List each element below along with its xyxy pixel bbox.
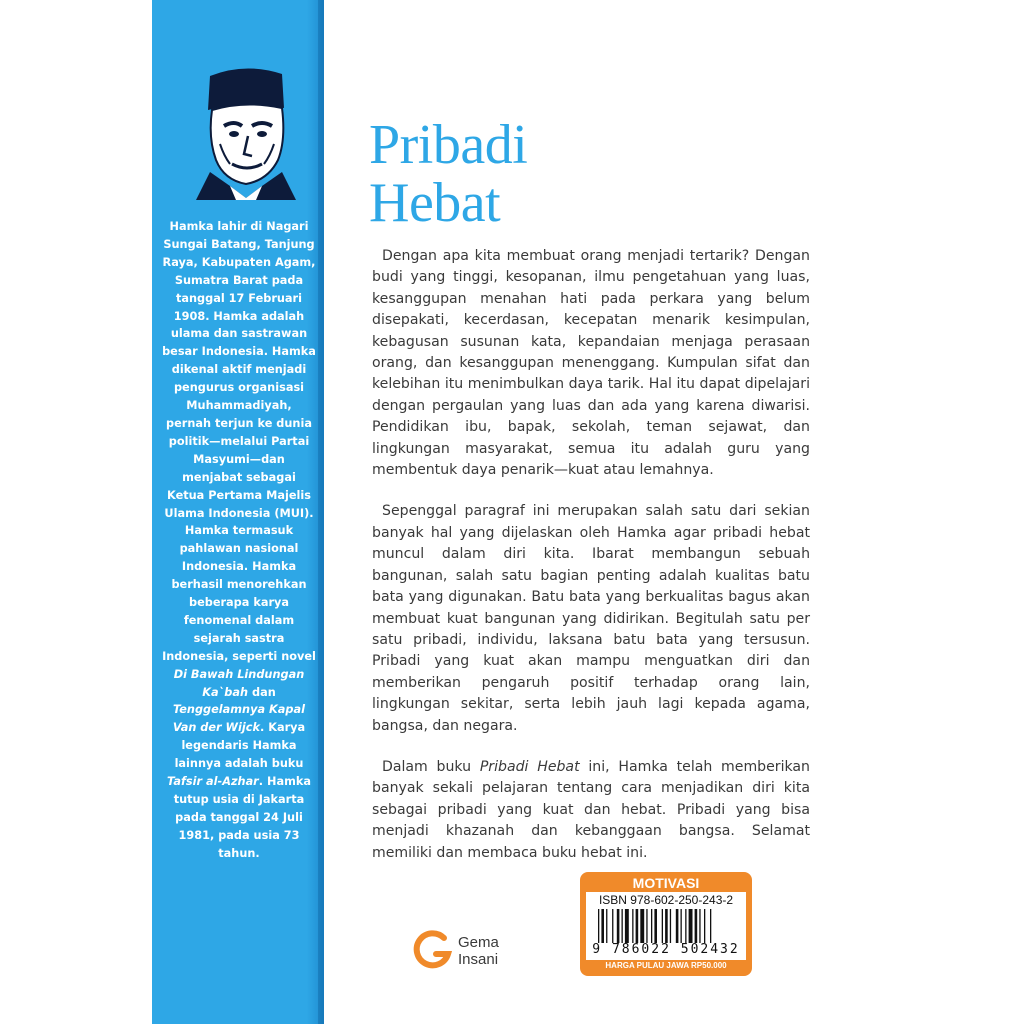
barcode-bar — [636, 909, 639, 943]
barcode-bar — [676, 909, 679, 943]
book-title — [369, 116, 527, 232]
publisher-name-line-2: Insani — [458, 951, 499, 968]
barcode-panel — [586, 892, 746, 960]
barcode-bar — [710, 909, 711, 943]
blurb-paragraph-2: Sepenggal paragraf ini merupakan salah satu dari sekian banyak hal yang dijelaskan oleh Hamka agar pribadi hebat muncul dalam diri kita. Ibarat membangun sebuah bangunan, salah satu bagian penting adalah kualitas batu bata yang digunakan. Batu bata yang berkualitas bagus akan membuat kuat bangunan yang didirikan. Begitulah satu per satu pribadi, individu, laksana batu bata yang tersusun. Pribadi yang kuat akan mampu menguatkan diri dan memberikan pengaruh positif terhadap orang lain, lingkungan sekitar, serta lebih jauh lagi kepada agama, bangsa, dan negara. — [372, 503, 810, 734]
barcode-bar — [625, 909, 629, 943]
blurb-paragraph-3-end: ini, Hamka telah memberikan banyak sekali pelajaran tentang cara menjadikan diri kita sebagai pribadi yang kuat dan hebat. Pribadi yang bisa menjadi khazanah dan kebanggaan bangsa. Selamat memiliki dan membaca buku hebat ini. — [372, 758, 810, 861]
barcode-bar — [685, 909, 686, 943]
publisher-logo — [410, 928, 520, 972]
barcode-bar — [681, 909, 682, 943]
barcode-bar — [598, 909, 599, 943]
blurb-book-title-italic: Pribadi Hebat — [479, 758, 580, 775]
blurb-paragraph-3 — [372, 757, 810, 864]
barcode-bar — [622, 909, 623, 943]
barcode-bar — [632, 909, 633, 943]
author-portrait-illustration — [190, 60, 300, 200]
bio-text: dan — [248, 685, 276, 699]
barcode-bar — [640, 909, 644, 943]
barcode-bar — [695, 909, 698, 943]
barcode-bar — [606, 909, 607, 943]
bio-book-title: Di Bawah Lindungan Ka`bah — [173, 667, 305, 699]
isbn-text: ISBN 978-602-250-243-2 — [598, 893, 734, 907]
blurb-paragraph-1: Dengan apa kita membuat orang menjadi tertarik? Dengan budi yang tinggi, kesopanan, ilmu pengetahuan yang luas, kesanggupan menahan hati pada perkara yang belum disepakati, kecerdasan, kecepatan menarik kesimpulan, kebagusan susunan kata, kepandaian menjaga perasaan orang, dan kesanggupan menenggang. Kumpulan sifat dan kelebihan itu menimbulkan daya tarik. Hal itu dapat dipelajari dengan pergaulan yang luas dan ada yang karena diwarisi. Pendidikan ibu, bapak, sekolah, teman sejawat, dan lingkungan masyarakat, semua itu adalah guru yang membentuk daya penarik—kuat atau lemahnya. — [372, 248, 810, 479]
price-label: HARGA PULAU JAWA RP50.000 — [605, 961, 727, 970]
book-title-line-2: Hebat — [369, 172, 501, 234]
barcode-bar — [612, 909, 613, 943]
barcode-bar — [601, 909, 604, 943]
author-biography — [162, 218, 316, 863]
barcode-bar — [654, 909, 657, 943]
barcode-bar — [651, 909, 652, 943]
bio-text: Hamka lahir di Nagari Sungai Batang, Tanjung Raya, Kabupaten Agam, Sumatra Barat pada tanggal 17 Februari 1908. Hamka adalah ulama dan sastrawan besar Indonesia. Hamka dikenal aktif menjadi pengurus organisasi Muhammadiyah, pernah terjun ke dunia politik—melalui Partai Masyumi—dan menjabat sebagai Ketua Pertama Majelis Ulama Indonesia (MUI). Hamka termasuk pahlawan nasional Indonesia. Hamka berhasil menorehkan beberapa karya fenomenal dalam sejarah sastra Indonesia, seperti novel — [162, 220, 316, 663]
barcode-label — [580, 872, 752, 976]
bio-book-title: Tafsir al-Azhar — [167, 775, 259, 789]
barcode-bar — [646, 909, 647, 943]
barcode-bar — [665, 909, 668, 943]
bio-book-title: Tenggelamnya Kapal Van der Wijck — [172, 703, 305, 735]
barcode-bar — [670, 909, 671, 943]
barcode-bar — [689, 909, 693, 943]
barcode-bar — [662, 909, 663, 943]
bio-text: . Karya legendaris Hamka lainnya adalah buku — [174, 721, 306, 771]
blurb-text — [372, 246, 810, 884]
barcode-bar — [617, 909, 620, 943]
barcode-bars — [598, 909, 738, 943]
category-label: MOTIVASI — [632, 875, 700, 891]
book-title-line-1: Pribadi — [369, 114, 528, 176]
blurb-paragraph-3-start: Dalam buku — [382, 758, 480, 775]
publisher-g-icon — [410, 928, 454, 972]
barcode-bar — [704, 909, 705, 943]
barcode-bar — [699, 909, 700, 943]
publisher-name-line-1: Gema — [458, 934, 499, 951]
barcode-number: 9 786022 502432 — [592, 942, 740, 957]
bio-text: . Hamka tutup usia di Jakarta pada tanggal 24 Juli 1981, pada usia 73 tahun. — [173, 775, 311, 860]
